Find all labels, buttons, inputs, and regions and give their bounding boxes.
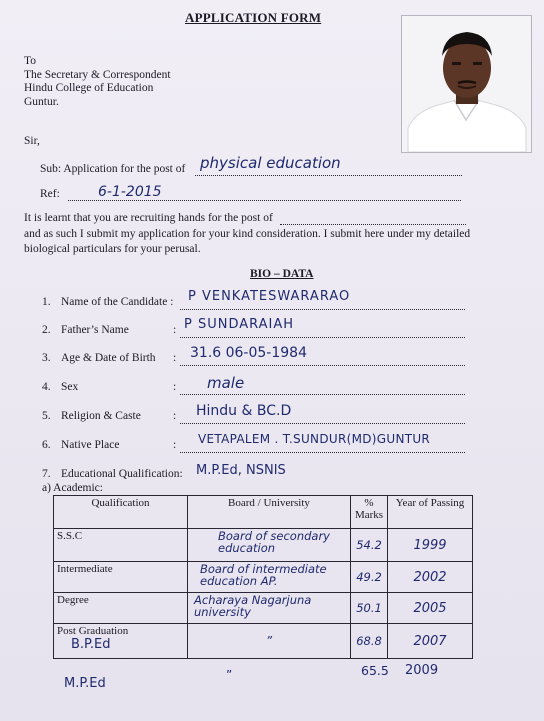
post-blank-line: [280, 224, 466, 225]
year-cell[interactable]: 2005: [388, 593, 473, 624]
applicant-photo-image: [402, 16, 531, 152]
table-row: [54, 593, 473, 624]
academic-label: a) Academic:: [42, 482, 103, 494]
field-colon: :: [173, 439, 177, 451]
field-colon: :: [173, 324, 177, 336]
age-dob-underline: [180, 365, 465, 366]
board-cell[interactable]: ”: [188, 624, 351, 659]
board-cell[interactable]: Board of secondary education: [188, 529, 351, 562]
marks-cell[interactable]: 54.2: [351, 529, 388, 562]
marks-cell[interactable]: 49.2: [351, 562, 388, 593]
qualification-cell: Intermediate: [54, 562, 188, 593]
extra-marks[interactable]: 65.5: [361, 663, 389, 678]
field-number: 4.: [42, 381, 51, 393]
year-cell[interactable]: 1999: [388, 529, 473, 562]
academic-table: [53, 495, 473, 659]
religion-caste-value[interactable]: Hindu & BC.D: [196, 403, 292, 419]
age-dob-value[interactable]: 31.6 06-05-1984: [190, 345, 307, 361]
year-cell[interactable]: 2002: [388, 562, 473, 593]
religion-caste-label: Religion & Caste: [61, 410, 141, 422]
address-line: To: [24, 55, 36, 67]
field-number: 3.: [42, 352, 51, 364]
education-value[interactable]: M.P.Ed, NSNIS: [196, 463, 286, 478]
extra-board[interactable]: ”: [226, 668, 233, 682]
name-underline: [180, 309, 465, 310]
sex-underline: [180, 394, 465, 395]
table-header-row: [54, 496, 473, 529]
education-label: Educational Qualification:: [61, 468, 183, 480]
sex-value[interactable]: male: [207, 374, 245, 392]
qualification-handwritten[interactable]: B.P.Ed: [71, 637, 111, 652]
table-row: [54, 529, 473, 562]
qualification-label: Post Graduation: [57, 625, 129, 637]
native-place-label: Native Place: [61, 439, 120, 451]
col-header-board: Board / University: [188, 496, 351, 529]
sex-label: Sex: [61, 381, 79, 393]
ref-label: Ref:: [40, 188, 60, 200]
applicant-photo: [401, 15, 532, 153]
col-header-qualification: Qualification: [54, 496, 188, 529]
board-cell[interactable]: Acharaya Nagarjuna university: [188, 593, 351, 624]
address-line: The Secretary & Correspondent: [24, 68, 171, 81]
marks-cell[interactable]: 50.1: [351, 593, 388, 624]
father-name-label: Father’s Name: [61, 324, 129, 336]
field-colon: :: [173, 352, 177, 364]
salutation: Sir,: [24, 135, 40, 147]
field-colon: :: [173, 410, 177, 422]
ref-underline: [68, 200, 461, 201]
native-place-value[interactable]: VETAPALEM . T.SUNDUR(MD)GUNTUR: [198, 432, 431, 446]
field-number: 7.: [42, 468, 51, 480]
col-header-year: Year of Passing: [388, 496, 473, 529]
father-name-value[interactable]: P SUNDARAIAH: [184, 317, 295, 332]
candidate-name-value[interactable]: P VENKATESWARARAO: [188, 289, 351, 304]
field-number: 6.: [42, 439, 51, 451]
address-line: Guntur.: [24, 95, 59, 108]
field-number: 1.: [42, 296, 51, 308]
paragraph-line: and as such I submit my application for your kind consideration. I submit here under my detailed: [24, 228, 471, 240]
extra-qualification[interactable]: M.P.Ed: [64, 676, 106, 691]
extra-year[interactable]: 2009: [405, 663, 439, 678]
address-line: Hindu College of Education: [24, 82, 154, 94]
ref-value[interactable]: 6-1-2015: [98, 184, 162, 200]
bio-data-heading: BIO – DATA: [250, 268, 314, 280]
subject-label: Sub: Application for the post of: [40, 163, 186, 175]
year-cell[interactable]: 2007: [388, 624, 473, 659]
field-colon: :: [173, 381, 177, 393]
paragraph-line: biological particulars for your perusal.: [24, 243, 201, 255]
name-label: Name of the Candidate :: [61, 296, 174, 308]
marks-cell[interactable]: 68.8: [351, 624, 388, 659]
qualification-cell: Degree: [54, 593, 188, 624]
field-number: 2.: [42, 324, 51, 336]
col-header-marks: % Marks: [351, 496, 388, 529]
qualification-cell: S.S.C: [54, 529, 188, 562]
father-name-underline: [180, 337, 465, 338]
field-number: 5.: [42, 410, 51, 422]
subject-value[interactable]: physical education: [200, 154, 341, 172]
address-block: [24, 55, 171, 109]
paragraph-line: It is learnt that you are recruiting hands for the post of: [24, 212, 273, 224]
form-title: APPLICATION FORM: [185, 10, 322, 25]
native-place-underline: [180, 452, 465, 453]
religion-caste-underline: [180, 423, 465, 424]
table-row: [54, 624, 473, 659]
board-cell[interactable]: Board of intermediate education AP.: [188, 562, 351, 593]
qualification-cell: [54, 624, 188, 659]
table-row: [54, 562, 473, 593]
age-dob-label: Age & Date of Birth: [61, 352, 156, 364]
subject-underline: [195, 175, 462, 176]
